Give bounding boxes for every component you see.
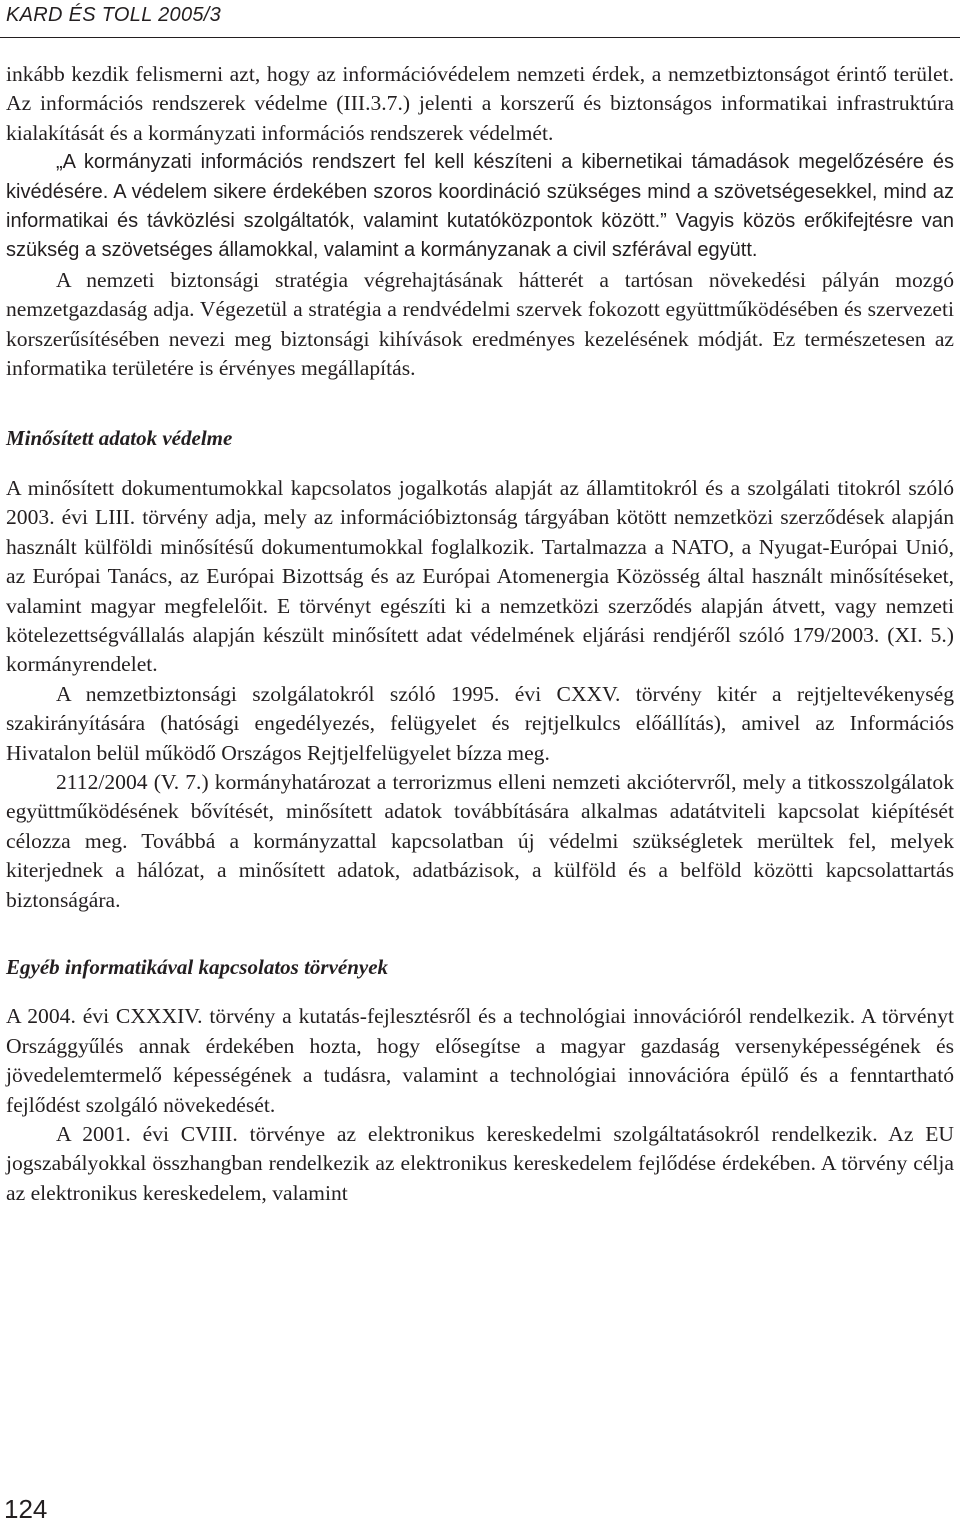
- running-header: KARD ÉS TOLL 2005/3: [6, 4, 222, 26]
- header-rule: [0, 37, 960, 38]
- section-heading-classified-data: Minősített adatok védelme: [6, 426, 233, 451]
- body-paragraph: A 2001. évi CVIII. törvénye az elektronikus kereskedelmi szolgáltatásokról rendelkezik. Az EU jogszabályokkal összhangban rendelkezik az elektronikus kereskedelem fejlődése érdekében. A törvény célja az elektronikus kereskedelem, valamint: [6, 1122, 954, 1205]
- quote-paragraph: „A kormányzati információs rendszert fel kell készíteni a kibernetikai támadások megelőzésére és kivédésére. A védelem sikere érdekében szoros koordináció szükséges mind a szövetségesekkel, mind az informatikai és távközlési szolgáltatók, valamint kutatóközpontok között.” Vagyis közös erőkifejtésre van szükség a szövetséges államokkal, valamint a kormányzanak a civil szférával együtt.: [6, 151, 954, 262]
- body-paragraph: inkább kezdik felismerni azt, hogy az információvédelem nemzeti érdek, a nemzetbiztonságot érintő terület. Az információs rendszerek védelme (III.3.7.) jelenti a korszerű és biztonságos informatikai infrastruktúra kialakítását és a kormányzati információs rendszerek védelmét.: [6, 62, 954, 145]
- page-number: 124: [4, 1494, 48, 1524]
- body-paragraph: A nemzetbiztonsági szolgálatokról szóló 1995. évi CXXV. törvény kitér a rejtjeltevékenység szakirányítására (hatósági engedélyezés, felügyelet és rejtjelkulcs előállítás), amivel az Információs Hivatalon belül működő Országos Rejtjelfelügyelet bízza meg.: [6, 681, 954, 765]
- section-heading-other-laws: Egyéb informatikával kapcsolatos törvények: [6, 954, 389, 979]
- body-paragraph: A 2004. évi CXXXIV. törvény a kutatás-fejlesztésről és a technológiai innovációról rendelkezik. A törvényt Országgyűlés annak érdekében hozta, hogy elősegítse a magyar gazdaság versenyképességének és jövedelemtermelő képességének a tudásra, valamint a technológiai innovációra épülő és a fenntartható fejlődést szolgáló növekedését.: [6, 1004, 954, 1117]
- page-body: [6, 60, 954, 1208]
- body-paragraph: A nemzeti biztonsági stratégia végrehajtásának hátterét a tartósan növekedési pályán mozgó nemzetgazdaság adja. Végezetül a stratégia a rendvédelmi szervek fokozott együttműködésében és szervezeti korszerűsítésében nevezi meg biztonsági kihívások eredményes kezelésének módját. Ez természetesen az informatika területére is érvényes megállapítás.: [6, 267, 954, 381]
- body-paragraph: A minősített dokumentumokkal kapcsolatos jogalkotás alapját az államtitokról és a szolgálati titokról szóló 2003. évi LIII. törvény adja, mely az információbiztonság tárgyában kötött nemzetközi szerződések alapján használt külföldi minősítésű dokumentumokkal foglalkozik. Tartalmazza a NATO, a Nyugat-Európai Unió, az Európai Tanács, az Európai Bizottság és az Európai Atomenergia Közösség által használt minősítéseket, valamint magyar megfelelőit. E törvényt egészíti ki a nemzetközi szerződés alapján átvett, vagy nemzeti kötelezettségvállalás alapján készült minősített adat védelmének eljárási rendjéről szóló 179/2003. (XI. 5.) kormányrendelet.: [6, 475, 954, 677]
- body-paragraph: 2112/2004 (V. 7.) kormányhatározat a terrorizmus elleni nemzeti akciótervről, mely a titkosszolgálatok együttműködésének bővítését, minősített adatok továbbítására alkalmas adatátviteli kapcsolat kiépítését célozza meg. Továbbá a kormányzattal kapcsolatban új védelmi szükségletek merültek fel, melyek kiterjednek a hálózat, a minősített adatok, adatbázisok, a külföld és a belföld közötti kapcsolattartás biztonságára.: [6, 769, 954, 912]
